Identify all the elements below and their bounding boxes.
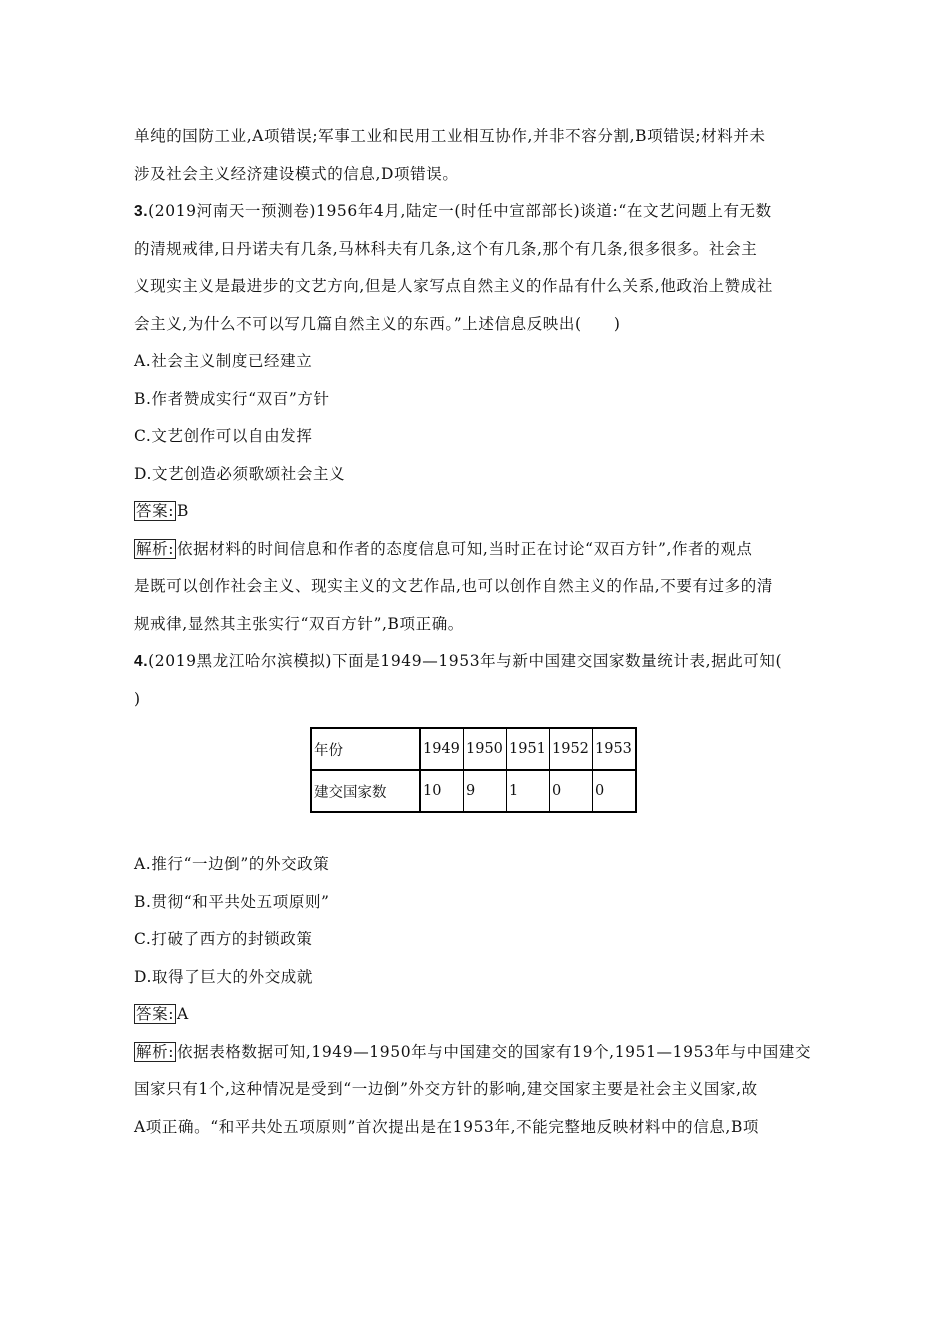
q3-option-a: A.社会主义制度已经建立: [134, 352, 313, 370]
analysis-label: 解析:: [136, 1042, 175, 1061]
table-cell: 1950: [464, 728, 507, 770]
q4-stem-text: (2019黑龙江哈尔滨模拟)下面是1949—1953年与新中国建交国家数量统计表,据此可知(: [148, 652, 783, 670]
answer-label: 答案:: [136, 502, 175, 520]
q4-option-b: B.贯彻“和平共处五项原则”: [134, 892, 330, 911]
q3-analysis-line: 是既可以创作社会主义、现实主义的文艺作品,也可以创作自然主义的作品,不要有过多的清: [134, 577, 773, 595]
q3-stem-text: (2019河南天一预测卷)1956年4月,陆定一(时任中宣部部长)谈道:“在文艺问题上有无数: [148, 202, 772, 220]
q4-option-d: D.取得了巨大的外交成就: [134, 967, 314, 986]
table-cell: 0: [593, 770, 637, 812]
table-header-row: [311, 728, 636, 770]
q4-stem-line: ): [134, 689, 141, 708]
table-cell: 1: [507, 770, 550, 812]
q3-analysis-line: [134, 531, 824, 569]
table-row: [311, 770, 636, 812]
table-cell: 10: [420, 770, 464, 812]
table-cell: 0: [550, 770, 593, 812]
q4-stem-line: [134, 643, 824, 681]
q3-option-d: D.文艺创造必须歌颂社会主义: [134, 464, 346, 483]
table-cell: 9: [464, 770, 507, 812]
q4-number: 4.: [134, 653, 149, 670]
analysis-text: 依据表格数据可知,1949—1950年与中国建交的国家有19个,1951—1953年与中国建交: [177, 1042, 812, 1061]
q3-stem-line: [134, 193, 824, 231]
q4-answer: [134, 996, 824, 1034]
q3-stem-line: 的清规戒律,日丹诺夫有几条,马林科夫有几条,这个有几条,那个有几条,很多很多。社会主: [134, 239, 758, 258]
q4-option-a: A.推行“一边倒”的外交政策: [134, 855, 330, 873]
table-cell: 1953: [593, 728, 637, 770]
analysis-label: 解析:: [136, 539, 175, 558]
table-cell: 建交国家数: [311, 770, 420, 812]
table-cell: 1951: [507, 728, 550, 770]
q3-stem-line: 义现实主义是最进步的文艺方向,但是人家写点自然主义的作品有什么关系,他政治上赞成社: [134, 277, 773, 295]
table-cell: 1952: [550, 728, 593, 770]
answer-value: B: [177, 502, 190, 520]
q3-number: 3.: [134, 203, 149, 220]
q3-analysis-line: 规戒律,显然其主张实行“双百方针”,B项正确。: [134, 614, 464, 633]
q3-option-b: B.作者赞成实行“双百”方针: [134, 389, 330, 408]
q4-analysis-line: 国家只有1个,这种情况是受到“一边倒”外交方针的影响,建交国家主要是社会主义国家,故: [134, 1080, 758, 1098]
document-page: [134, 118, 824, 1146]
table-cell: 年份: [311, 728, 420, 770]
q3-answer: [134, 493, 824, 531]
q4-analysis-line: A项正确。“和平共处五项原则”首次提出是在1953年,不能完整地反映材料中的信息,B项: [134, 1117, 760, 1136]
q4-table-wrap: [134, 718, 824, 846]
q3-option-c: C.文艺创作可以自由发挥: [134, 427, 313, 445]
table-cell: 1949: [420, 728, 464, 770]
q2-analysis-line: 涉及社会主义经济建设模式的信息,D项错误。: [134, 164, 459, 183]
analysis-text: 依据材料的时间信息和作者的态度信息可知,当时正在讨论“双百方针”,作者的观点: [177, 539, 753, 558]
q2-analysis-line: 单纯的国防工业,A项错误;军事工业和民用工业相互协作,并非不容分割,B项错误;材料并未: [134, 127, 766, 145]
q3-stem-line: 会主义,为什么不可以写几篇自然主义的东西。”上述信息反映出( ): [134, 314, 621, 333]
q4-option-c: C.打破了西方的封锁政策: [134, 930, 313, 948]
q4-analysis-line: [134, 1034, 824, 1072]
diplomacy-table: [310, 727, 637, 813]
answer-value: A: [177, 1005, 189, 1023]
answer-label: 答案:: [136, 1005, 175, 1023]
